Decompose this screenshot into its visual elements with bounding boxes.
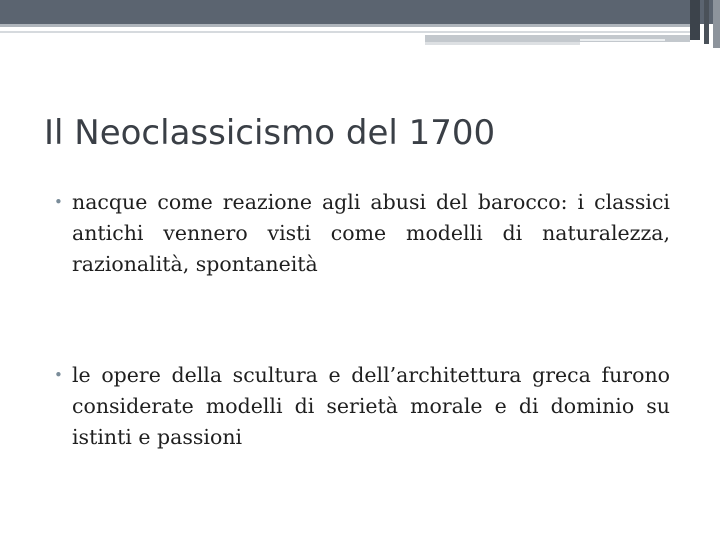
- header-accent-block: [690, 0, 700, 40]
- bullet-marker: •: [54, 193, 63, 211]
- bullet-item: [54, 187, 670, 280]
- header-rule: [0, 24, 690, 27]
- bullet-text: nacque come reazione agli abusi del barocco: i classici antichi vennero visti come modelli di naturalezza, razionalità, spontaneità: [72, 190, 670, 276]
- header-accent-block: [713, 0, 720, 48]
- header-rule: [0, 31, 690, 33]
- header-rule: [425, 42, 580, 45]
- header-band: [0, 0, 720, 24]
- bullet-item: [54, 360, 670, 453]
- slide-title: Il Neoclassicismo del 1700: [44, 113, 496, 153]
- bullet-marker: •: [54, 366, 63, 384]
- header-rule: [580, 39, 665, 41]
- bullet-text: le opere della scultura e dell’architettura greca furono considerate modelli di serietà morale e di dominio su istinti e passioni: [72, 363, 670, 449]
- header-accent-block: [704, 0, 709, 44]
